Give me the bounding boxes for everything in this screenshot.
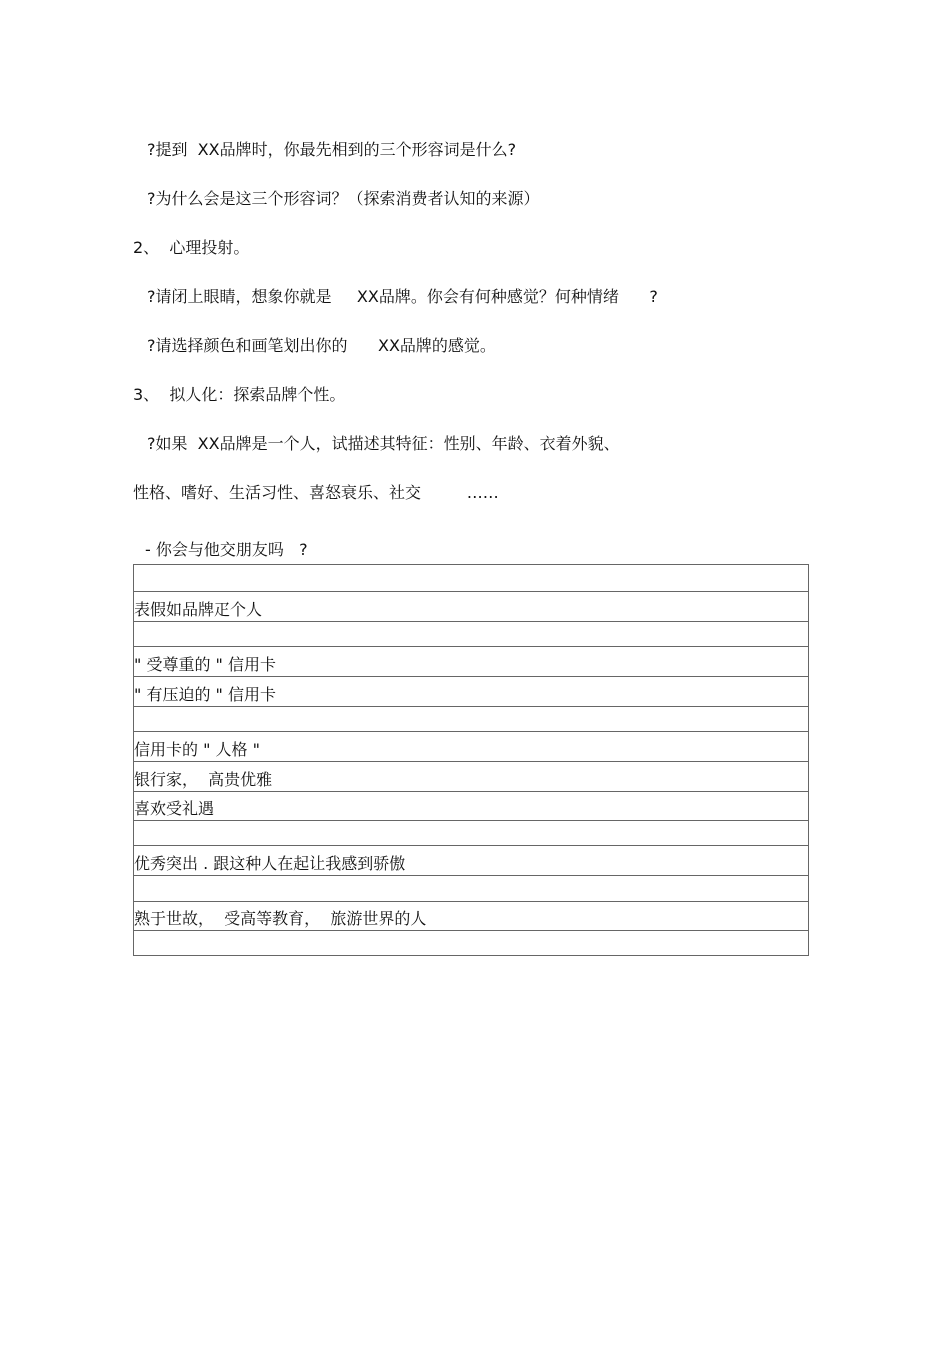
section-3-heading: 3、 拟人化：探索品牌个性。 bbox=[133, 385, 346, 404]
table-row bbox=[134, 565, 808, 591]
table-row: 信用卡的 " 人格 " bbox=[134, 731, 808, 761]
table-row bbox=[134, 621, 808, 646]
table-row: " 受尊重的 " 信用卡 bbox=[134, 646, 808, 676]
section-2-heading: 2、 心理投射。 bbox=[133, 238, 250, 257]
question-brand-as-person: ?如果 XX品牌是一个人，试描述其特征：性别、年龄、衣着外貌、 bbox=[147, 434, 620, 453]
table-row bbox=[134, 875, 808, 901]
table-row: 表假如品牌疋个人 bbox=[134, 591, 808, 621]
table-row: " 有压迫的 " 信用卡 bbox=[134, 676, 808, 706]
table-row bbox=[134, 820, 808, 845]
question-why-adjectives: ?为什么会是这三个形容词？（探索消费者认知的来源） bbox=[147, 189, 540, 208]
question-imagine-brand: ?请闭上眼睛，想象你就是 XX品牌。你会有何种感觉？何种情绪 ? bbox=[147, 287, 658, 306]
table-row: 喜欢受礼遇 bbox=[134, 791, 808, 820]
question-make-friends: - 你会与他交朋友吗 ? bbox=[145, 540, 308, 559]
question-brand-as-person-cont: 性格、嗜好、生活习性、喜怒衰乐、社交 …… bbox=[133, 483, 499, 502]
table-row: 银行家， 高贵优雅 bbox=[134, 761, 808, 791]
persona-table bbox=[133, 564, 809, 956]
table-row bbox=[134, 706, 808, 731]
question-draw-brand: ?请选择颜色和画笔划出你的 XX品牌的感觉。 bbox=[147, 336, 496, 355]
question-adjectives: ?提到 XX品牌时，你最先相到的三个形容词是什么? bbox=[147, 140, 517, 159]
table-row: 优秀突出 . 跟这种人在起让我感到骄傲 bbox=[134, 845, 808, 875]
table-row bbox=[134, 930, 808, 955]
table-row: 熟于世故， 受高等教育， 旅游世界的人 bbox=[134, 901, 808, 930]
